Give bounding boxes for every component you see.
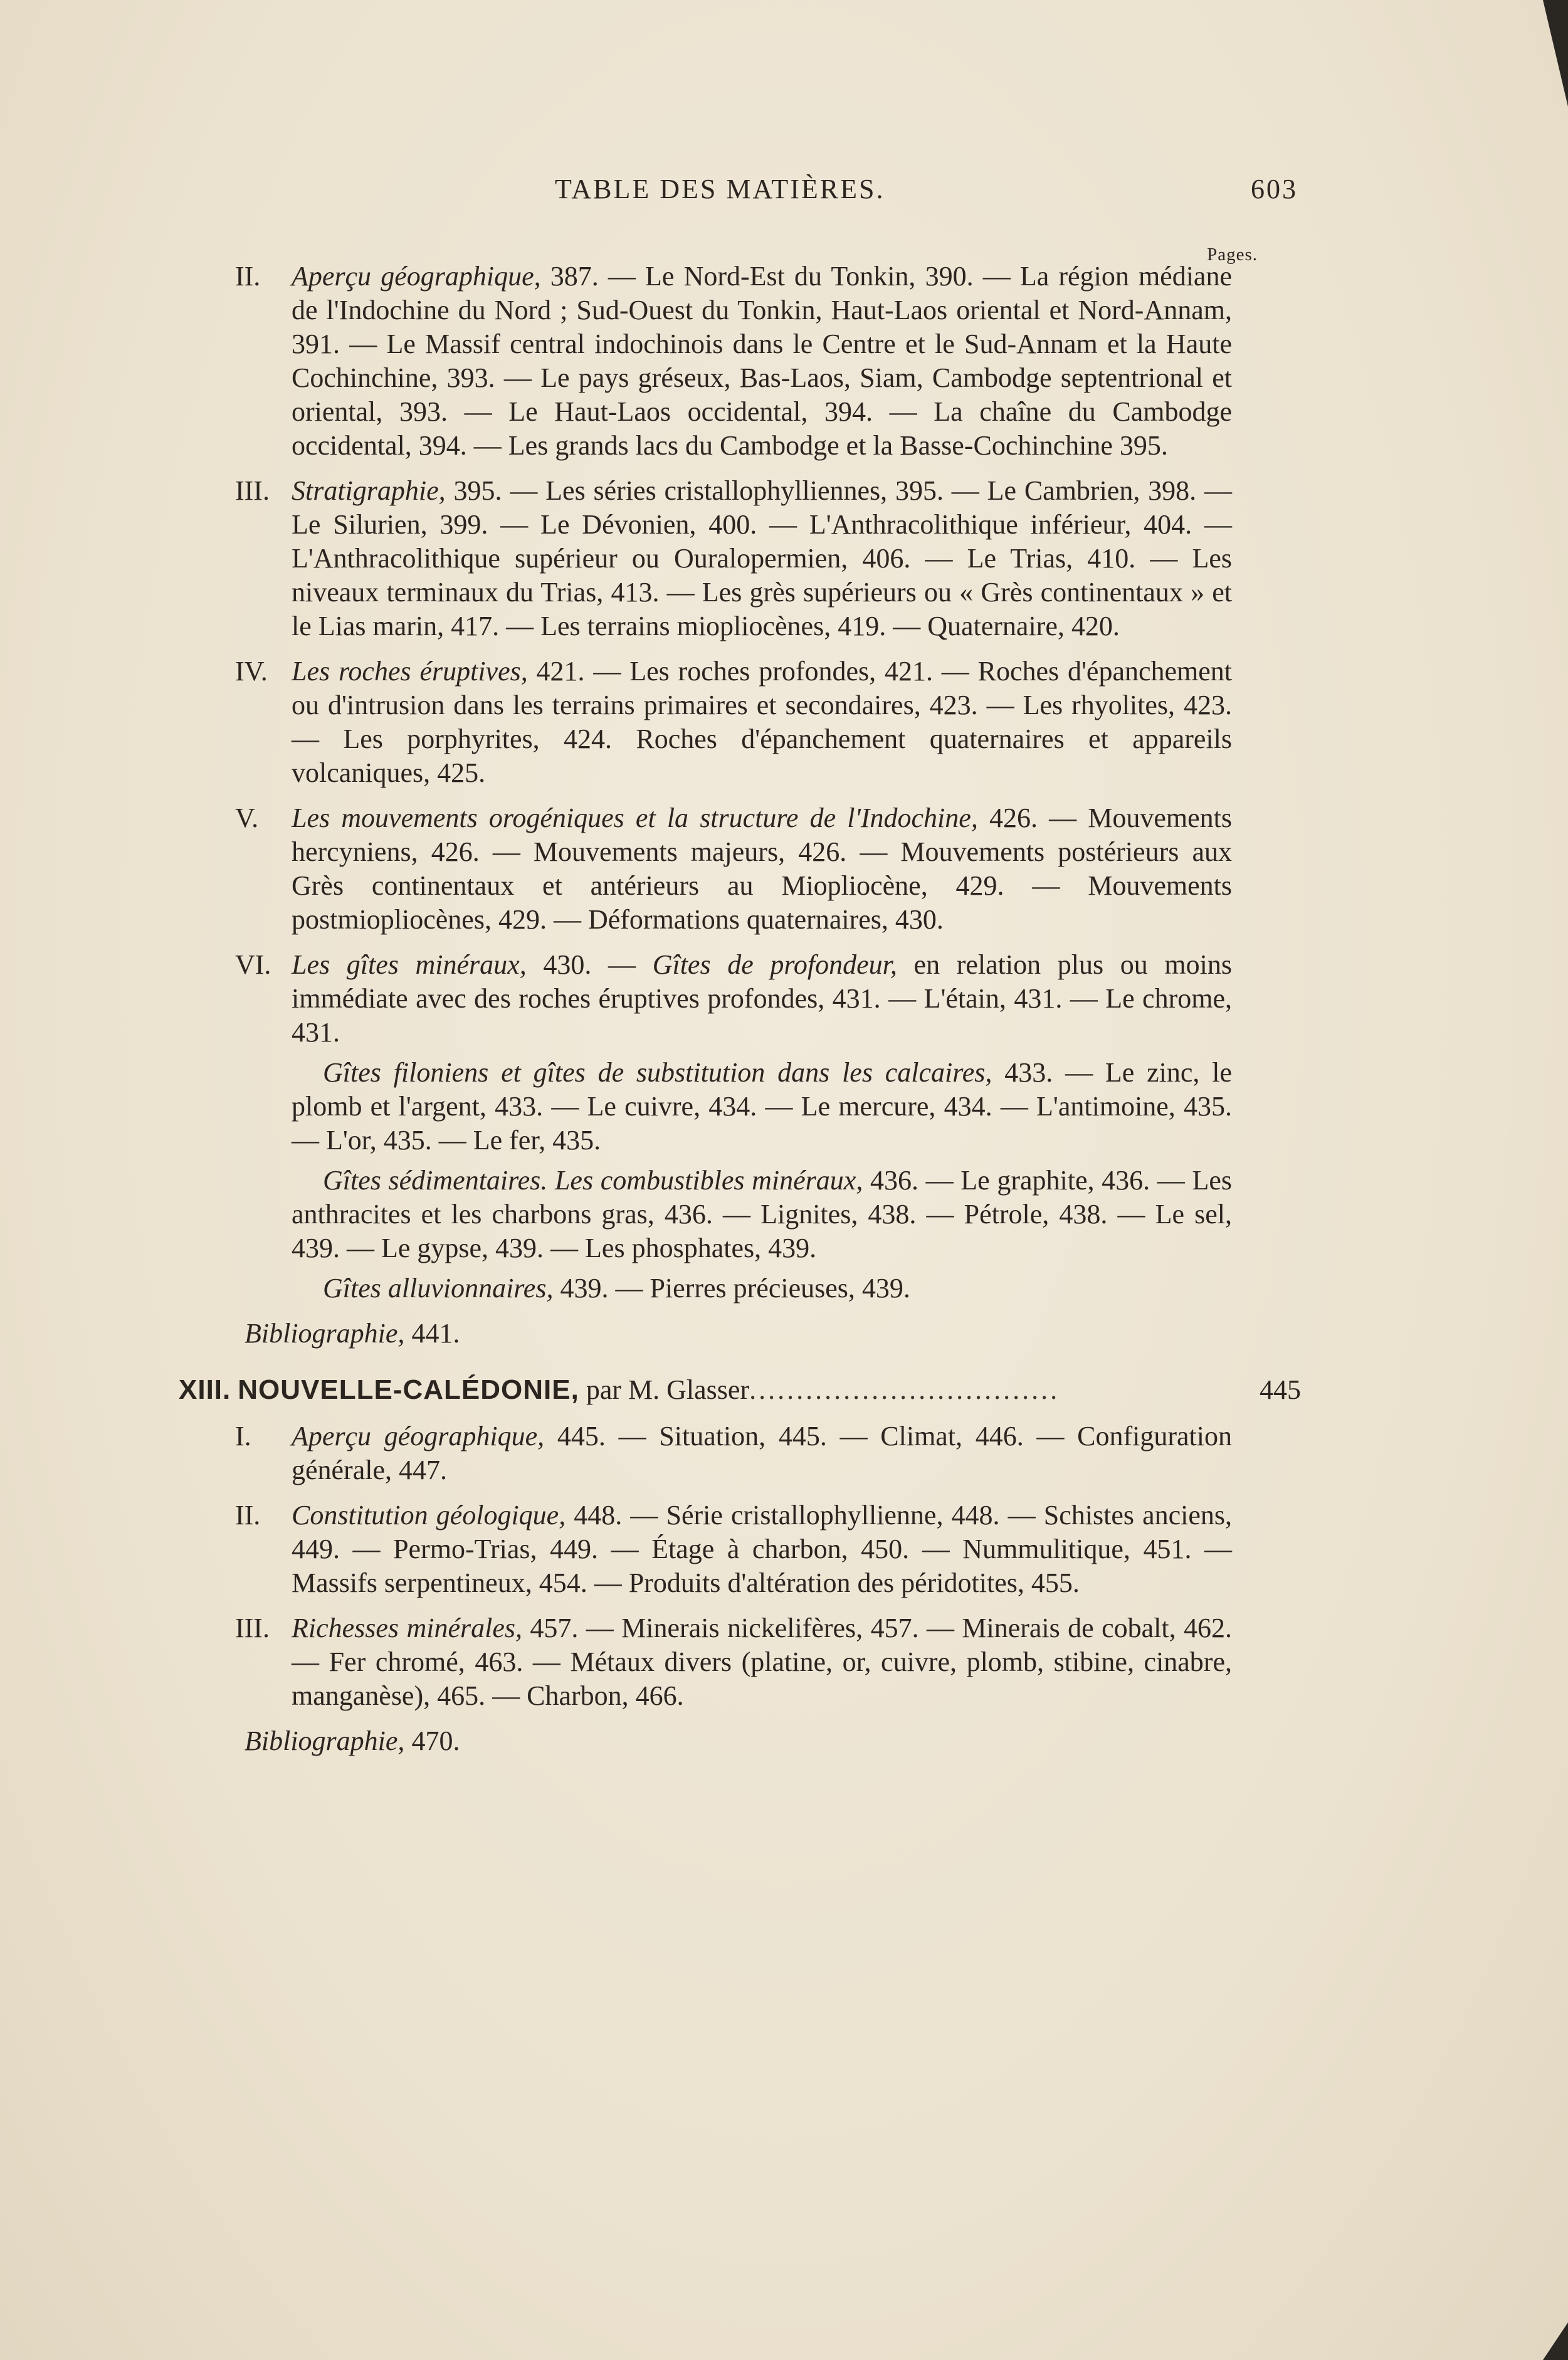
chapter-author: par M. Glasser bbox=[579, 1374, 750, 1405]
toc-entry bbox=[235, 1420, 1232, 1487]
toc-entry bbox=[235, 655, 1232, 790]
entry-title: Constitution géologique, bbox=[292, 1500, 566, 1530]
bibliography-title: Bibliographie, bbox=[245, 1725, 405, 1756]
page-corner-shadow bbox=[1543, 0, 1568, 107]
dot-leader: ................................. bbox=[749, 1374, 1060, 1405]
entry-text: 448. — Série cristallophyllienne, 448. — Schistes anciens, 449. — Permo-Trias, 449. — Étage à charbon, 450. — Nummulitique, 451. — Massifs serpentineux, 454. — Produits d'altération des péridotites, 455. bbox=[292, 1500, 1232, 1598]
chapter-heading bbox=[179, 1373, 1232, 1407]
entry-number: II. bbox=[235, 261, 261, 292]
entry-number: III. bbox=[235, 475, 270, 506]
entry-number: II. bbox=[235, 1500, 261, 1530]
entry-title: Aperçu géographique, bbox=[292, 1421, 545, 1451]
entry-number: V. bbox=[235, 803, 259, 833]
chapter-title: NOUVELLE-CALÉDONIE, bbox=[238, 1374, 579, 1405]
bibliography-title: Bibliographie, bbox=[245, 1318, 405, 1349]
toc-entry bbox=[235, 260, 1232, 463]
toc-content bbox=[179, 260, 1301, 1781]
entry-text: 457. — Minerais nickelifères, 457. — Minerais de cobalt, 462. — Fer chromé, 463. — Métaux divers (platine, or, cuivre, plomb, stibine, cinabre, manganèse), 465. — Charbon, 466. bbox=[292, 1613, 1232, 1711]
entry-text: 421. — Les roches profondes, 421. — Roches d'épanchement ou d'intrusion dans les terrains primaires et secondaires, 423. — Les rhyolites, 423. — Les porphyrites, 424. Roches d'épanchement quaternaires et appareils volcaniques, 425. bbox=[292, 656, 1233, 788]
entry-number: III. bbox=[235, 1613, 270, 1643]
pages-column-label: Pages. bbox=[1207, 245, 1258, 265]
entry-text: 426. — Mouvements hercyniens, 426. — Mouvements majeurs, 426. — Mouvements postérieurs aux Grès continentaux et antérieurs au Miopliocène, 429. — Mouvements postmiopliocènes, 429. — Déformations quaternaires, 430. bbox=[292, 803, 1232, 935]
entry-number: I. bbox=[235, 1421, 251, 1451]
sub-paragraph bbox=[292, 1056, 1232, 1157]
toc-entry bbox=[235, 1499, 1232, 1600]
entry-text: en relation plus ou moins immédiate avec des roches éruptives profondes, 431. — L'étain, 431. — Le chrome, 431. bbox=[292, 949, 1233, 1048]
entry-title: Aperçu géographique, bbox=[292, 261, 541, 292]
toc-entry bbox=[235, 1611, 1232, 1713]
entry-subtitle: Gîtes de profondeur, bbox=[652, 949, 897, 980]
entry-title: Richesses minérales, bbox=[292, 1613, 522, 1643]
running-title: TABLE DES MATIÈRES. bbox=[555, 174, 885, 204]
sub-paragraph-title: Gîtes filoniens et gîtes de substitution dans les calcaires, bbox=[323, 1057, 992, 1088]
running-head bbox=[238, 173, 1298, 211]
chapter-page-number: 445 bbox=[1260, 1374, 1301, 1405]
sub-paragraph-text: 436. — Le graphite, 436. — Les anthracites et les charbons gras, 436. — Lignites, 438. — Pétrole, 438. — Le sel, 439. — Le gypse, 439. — Les phosphates, 439. bbox=[292, 1165, 1232, 1263]
bibliography-page: 441. bbox=[404, 1318, 460, 1349]
entry-text: 387. — Le Nord-Est du Tonkin, 390. — La région médiane de l'Indochine du Nord ; Sud-Ouest du Tonkin, Haut-Laos oriental et Nord-Annam, 391. — Le Massif central indochinois dans le Centre et le Sud-Annam et la Haute Cochinchine, 393. — Le pays gréseux, Bas-Laos, Siam, Cambodge septentrional et oriental, 393. — Le Haut-Laos occidental, 394. — La chaîne du Cambodge occidental, 394. — Les grands lacs du Cambodge et la Basse-Cochinchine 395. bbox=[292, 261, 1232, 461]
page-corner-shadow-bottom bbox=[1543, 2322, 1568, 2360]
entry-number: VI. bbox=[235, 949, 271, 980]
page-number: 603 bbox=[1251, 174, 1298, 204]
sub-paragraph-title: Gîtes sédimentaires. Les combustibles minéraux, bbox=[323, 1165, 863, 1196]
bibliography-entry bbox=[235, 1724, 1232, 1758]
entry-text: 445. — Situation, 445. — Climat, 446. — Configuration générale, 447. bbox=[292, 1421, 1233, 1485]
sub-paragraph-text: 433. — Le zinc, le plomb et l'argent, 433. — Le cuivre, 434. — Le mercure, 434. — L'antimoine, 435. — L'or, 435. — Le fer, 435. bbox=[292, 1057, 1232, 1156]
entry-title: Stratigraphie, bbox=[292, 475, 446, 506]
bibliography-page: 470. bbox=[404, 1725, 460, 1756]
sub-paragraph-title: Gîtes alluvionnaires, bbox=[323, 1273, 554, 1304]
entry-number: IV. bbox=[235, 656, 268, 687]
sub-paragraph bbox=[292, 1272, 1232, 1305]
sub-paragraph-text: 439. — Pierres précieuses, 439. bbox=[553, 1273, 910, 1304]
bibliography-entry bbox=[235, 1317, 1232, 1351]
toc-entry bbox=[235, 801, 1232, 937]
entry-text: 395. — Les séries cristallophylliennes, 395. — Le Cambrien, 398. — Le Silurien, 399. — Le Dévonien, 400. — L'Anthracolithique inférieur, 404. — L'Anthracolithique supérieur ou Ouralopermien, 406. — Le Trias, 410. — Les niveaux terminaux du Trias, 413. — Les grès supérieurs ou « Grès continentaux » et le Lias marin, 417. — Les terrains miopliocènes, 419. — Quaternaire, 420. bbox=[292, 475, 1232, 641]
toc-entry-gites bbox=[235, 948, 1232, 1305]
toc-entry bbox=[235, 474, 1232, 643]
sub-paragraph bbox=[292, 1164, 1232, 1265]
entry-title: Les roches éruptives, bbox=[292, 656, 528, 687]
entry-text: 430. — bbox=[526, 949, 653, 980]
entry-title: Les gîtes minéraux, bbox=[292, 949, 527, 980]
entry-title: Les mouvements orogéniques et la structure de l'Indochine, bbox=[292, 803, 978, 833]
chapter-number: XIII. bbox=[179, 1374, 231, 1405]
